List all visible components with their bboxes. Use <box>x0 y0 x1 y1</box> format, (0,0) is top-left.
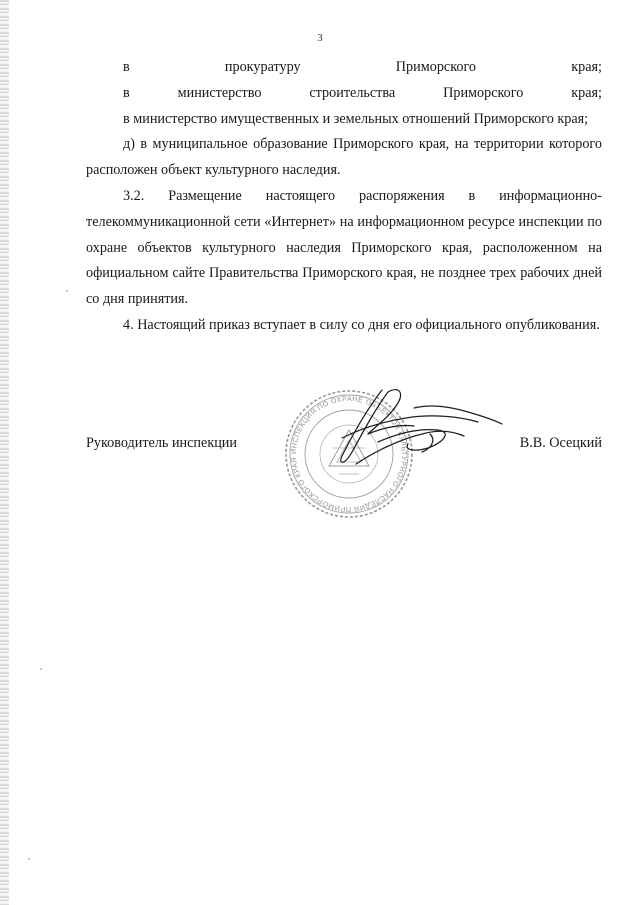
clause-4: 4. Настоящий приказ вступает в силу со дня его официального опубликования. <box>123 316 600 333</box>
list-item-property-ministry: в министерство имущественных и земельных отношений Приморского края; <box>123 110 589 127</box>
clause-3-2: 3.2. Размещение настоящего распоряжения в информационно-телекоммуникационной сети «Интернет» на информационном ресурсе инспекции по охране объектов культурного наследия Приморского края, расположенном на официальном сайте Правительства Приморского края, не позднее трех рабочих дней со дня принятия. <box>86 187 602 308</box>
stamp-text: ИНСПЕКЦИЯ ПО ОХРАНЕ ОБЪЕКТОВ КУЛЬТУРНОГО НАСЛЕДИЯ ПРИМОРСКОГО КРАЯ <box>288 393 410 515</box>
scan-speck <box>40 668 42 670</box>
document-body <box>86 55 602 339</box>
list-item-municipality: д) в муниципальное образование Приморского края, на территории которого расположен объект культурного наследия. <box>86 136 602 179</box>
handwritten-signature <box>318 378 504 474</box>
list-item-prosecutor: в прокуратуру Приморского края; <box>123 59 602 75</box>
scan-edge <box>0 0 9 905</box>
scan-speck <box>66 290 68 292</box>
page-number: 3 <box>317 32 323 44</box>
signatory-position: Руководитель инспекции <box>86 435 237 451</box>
scan-speck <box>28 858 30 860</box>
list-item-construction-ministry: в министерство строительства Приморского края; <box>123 84 602 101</box>
signatory-name: В.В. Осецкий <box>519 435 602 451</box>
